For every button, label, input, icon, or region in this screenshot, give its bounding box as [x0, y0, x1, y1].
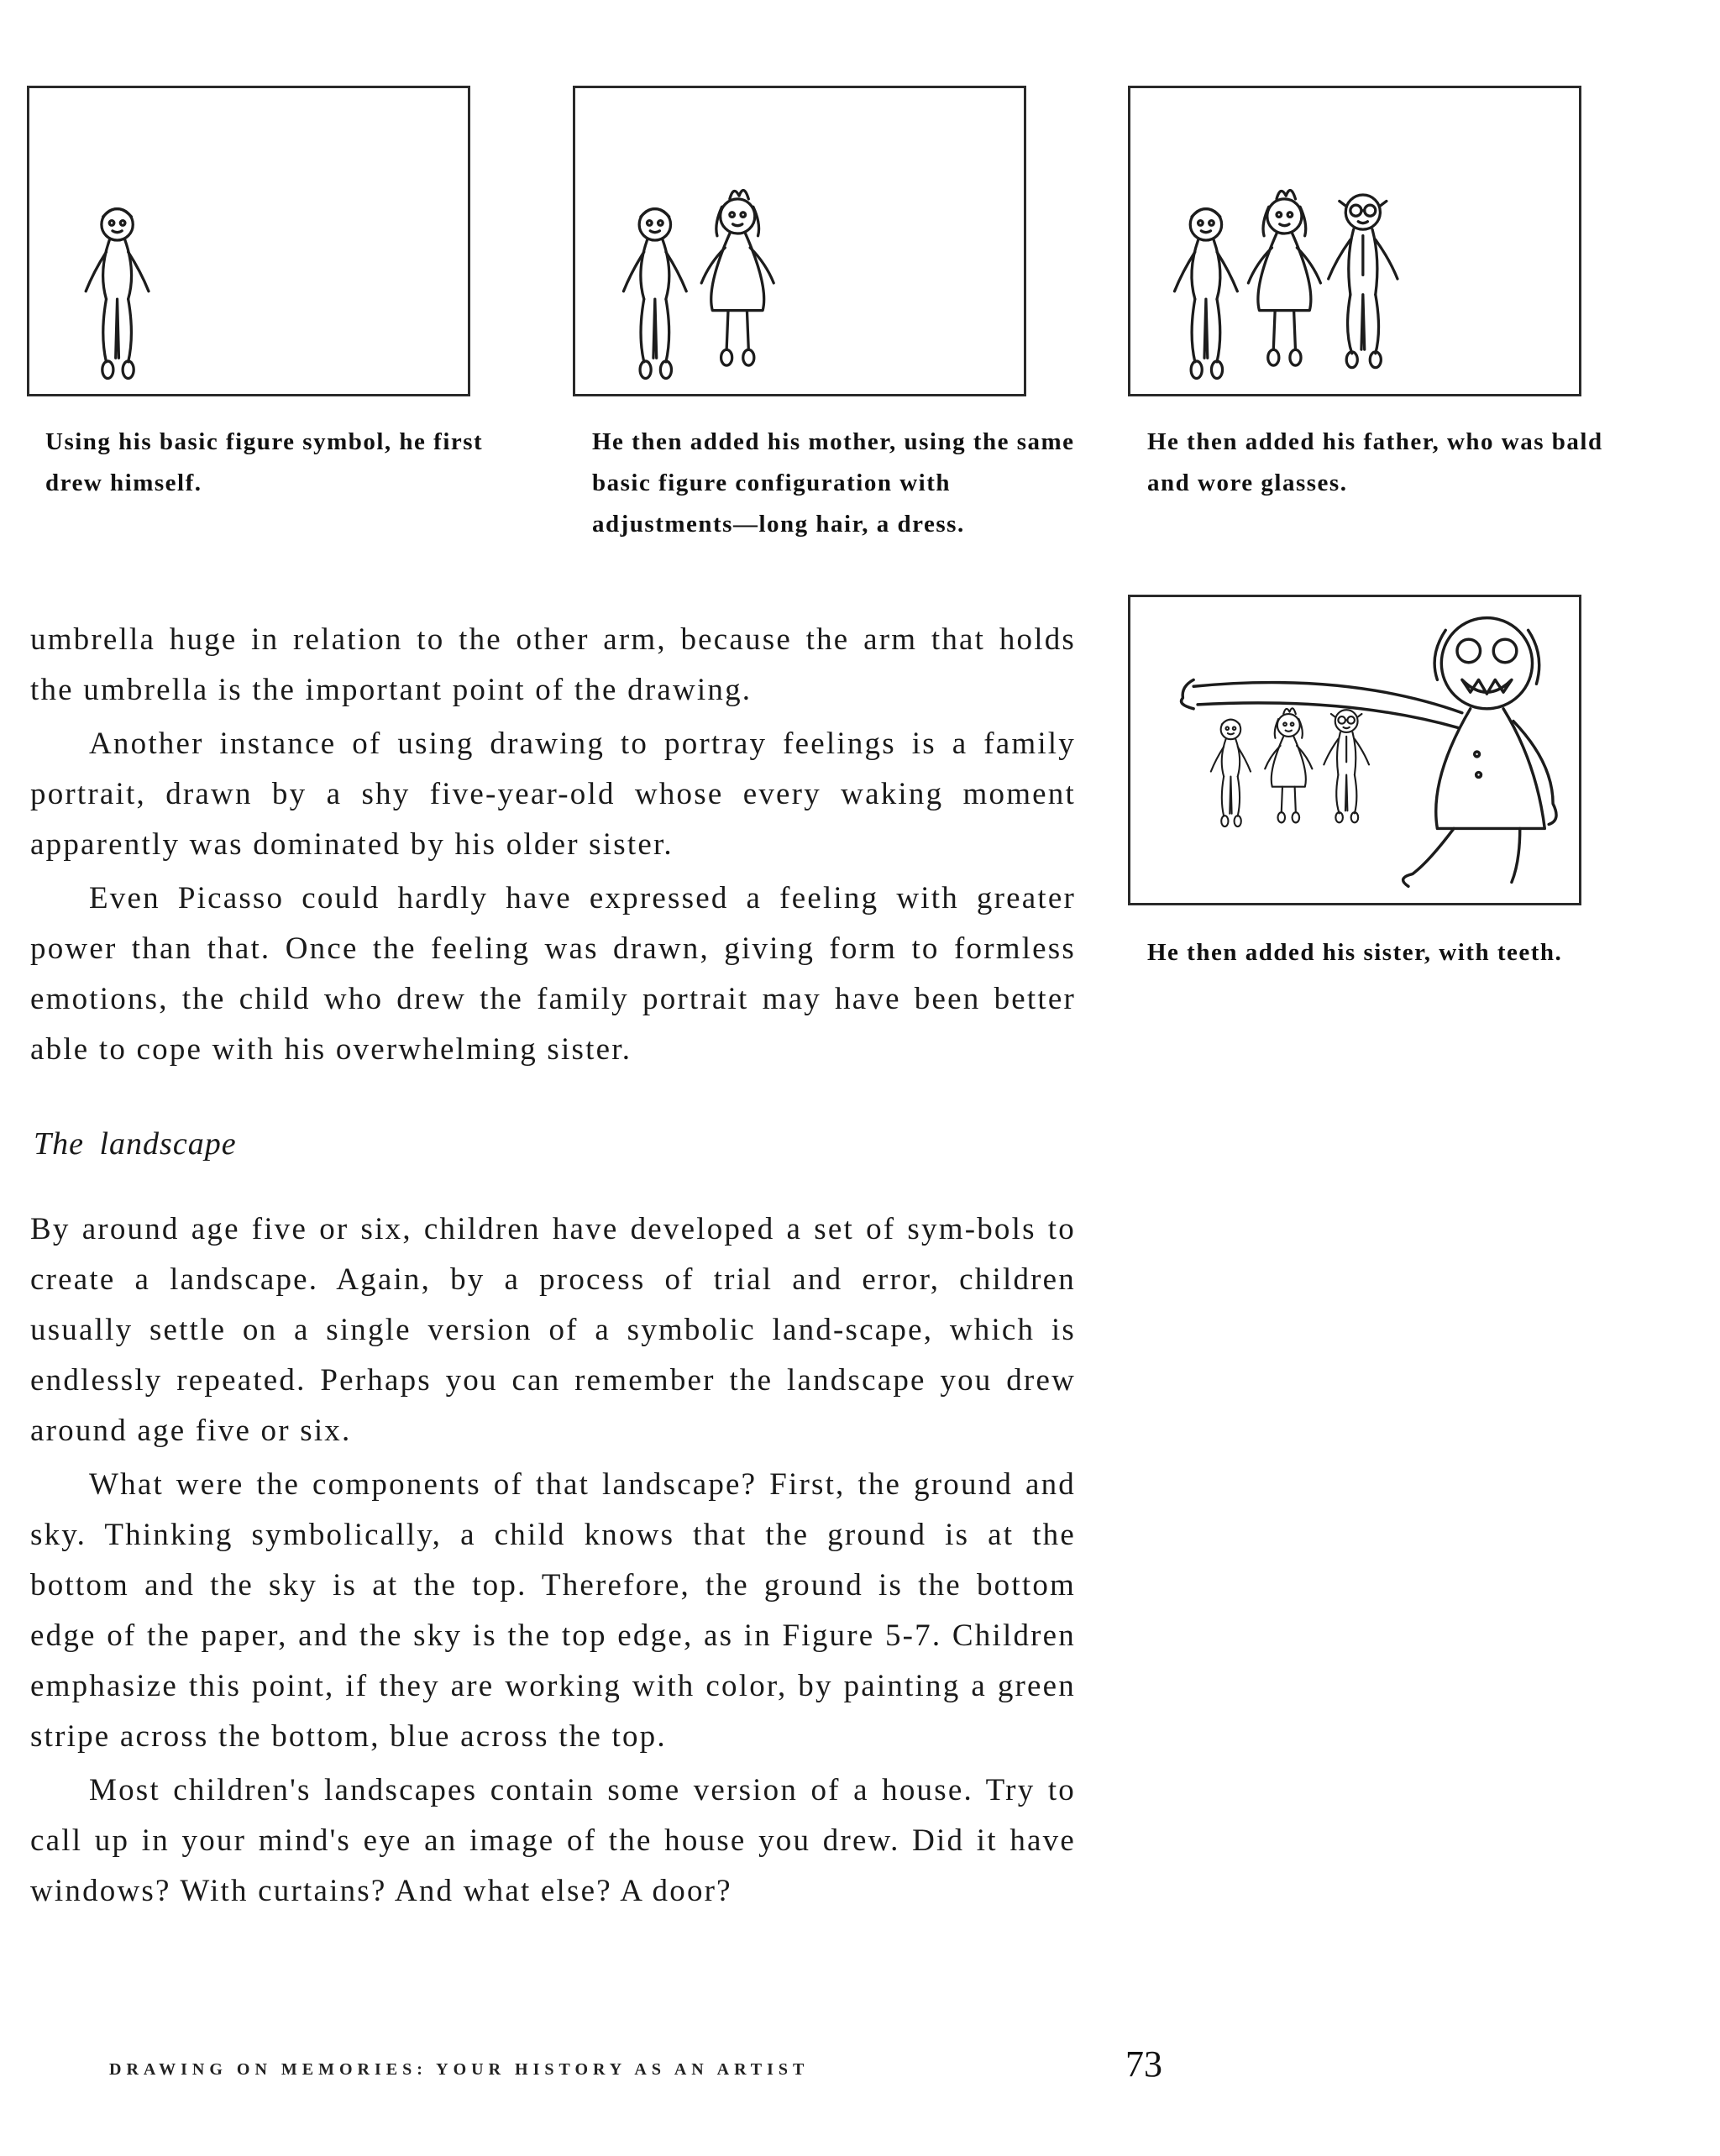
- boy-and-mother-drawing: [575, 88, 1024, 394]
- paragraph: Even Picasso could hardly have expressed a feeling with greater power than that. Once the feeling was drawn, giving form to formless emotions, the child who drew the family portrait may have been better able to cope with his overwhelming sister.: [30, 881, 1076, 1067]
- figure-4-caption: He then added his sister, with teeth.: [1147, 939, 1563, 966]
- running-title: DRAWING ON MEMORIES: YOUR HISTORY AS AN ARTIST: [109, 2060, 810, 2079]
- boy-drawing: [29, 88, 468, 394]
- page-number: 73: [1125, 2043, 1162, 2085]
- body-text-top: [30, 615, 1076, 1075]
- figure-3-caption: He then added his father, who was bald and wore glasses.: [1147, 428, 1603, 496]
- figure-2-drawing: [573, 86, 1026, 396]
- paragraph: What were the components of that landscape? First, the ground and sky. Thinking symbolically, a child knows that the ground is at the bottom and the sky is at the top. Therefore, the ground is the bottom edge of the paper, and the sky is the top edge, as in Figure 5-7. Children emphasize this point, if they are working with color, by painting a green stripe across the bottom, blue across the top.: [30, 1467, 1076, 1754]
- section-heading: The landscape: [34, 1126, 237, 1162]
- paragraph: By around age five or six, children have developed a set of sym-bols to create a landscape. Again, by a process of trial and error, children usually settle on a single version of a symbolic land-scape, which is endlessly repeated. Perhaps you can remember the landscape you drew around age five or six.: [30, 1212, 1076, 1448]
- figure-2-caption: He then added his mother, using the same basic figure configuration with adjustments—long hair, a dress.: [592, 428, 1075, 538]
- paragraph: Another instance of using drawing to portray feelings is a family portrait, drawn by a shy five-year-old whose every waking moment apparently was dominated by his older sister.: [30, 727, 1076, 862]
- figure-1-caption: Using his basic figure symbol, he first drew himself.: [45, 428, 484, 496]
- figure-1-drawing: [27, 86, 470, 396]
- figure-4-drawing: [1128, 595, 1581, 905]
- family-with-sister-drawing: [1130, 597, 1579, 903]
- paragraph: umbrella huge in relation to the other arm, because the arm that holds the umbrella is the important point of the drawing.: [30, 622, 1076, 707]
- body-text-bottom: [30, 1204, 1076, 1917]
- boy-mother-father-drawing: [1130, 88, 1579, 394]
- figure-3-drawing: [1128, 86, 1581, 396]
- paragraph: Most children's landscapes contain some version of a house. Try to call up in your mind's eye an image of the house you drew. Did it have windows? With curtains? And what else? A door?: [30, 1773, 1076, 1908]
